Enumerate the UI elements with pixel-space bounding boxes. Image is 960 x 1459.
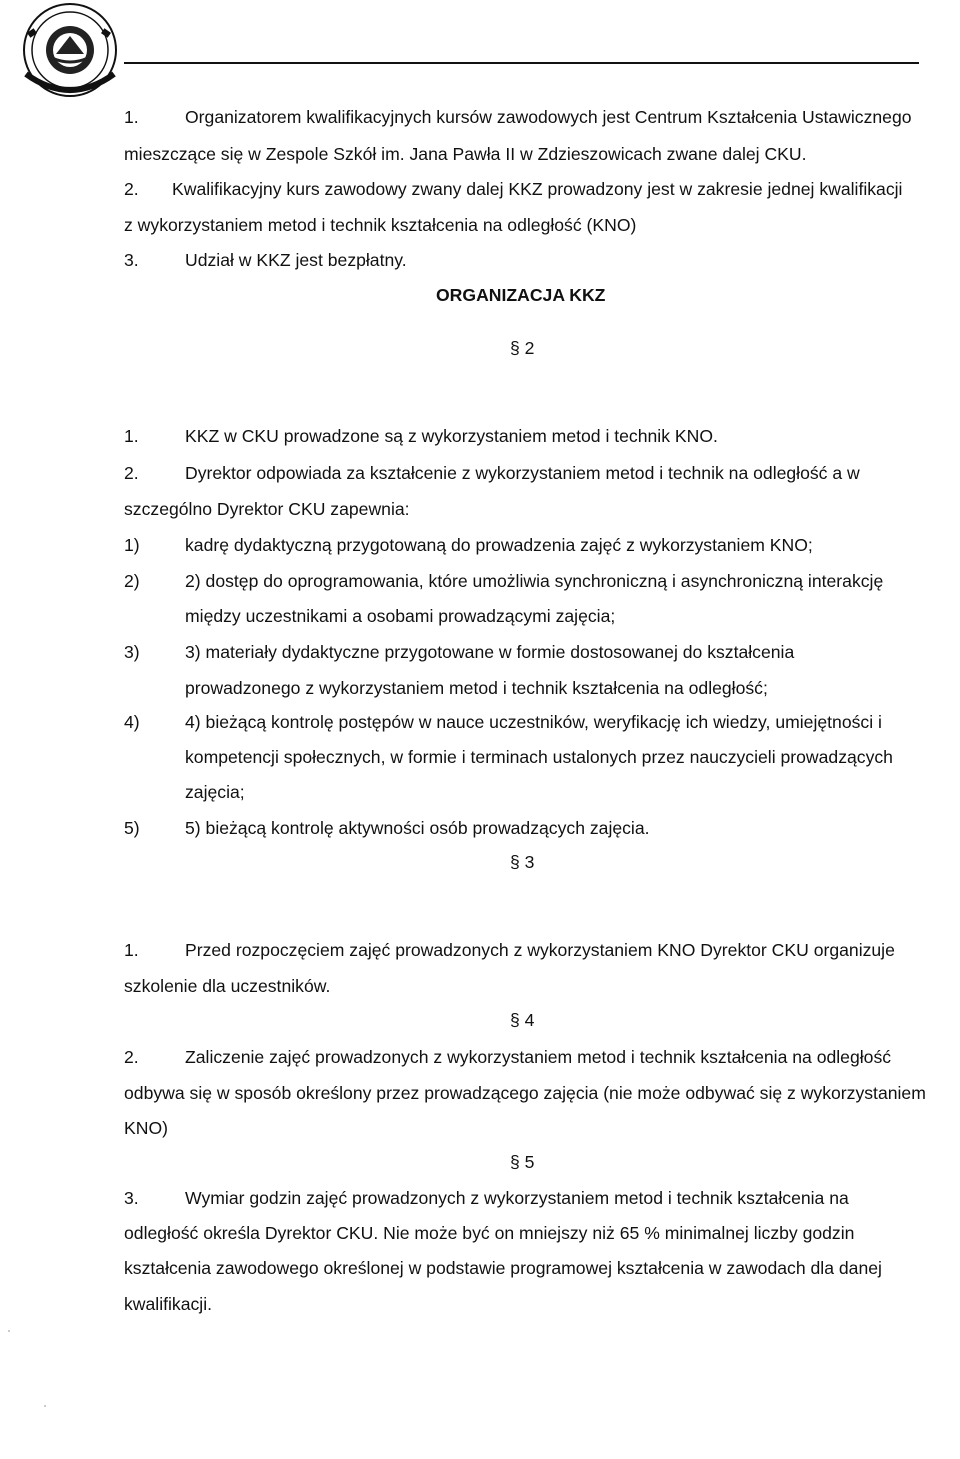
paragraph-2-sign: § 2 (510, 338, 535, 358)
par5-line-2: odległość określa Dyrektor CKU. Nie może być on mniejszy niż 65 % minimalnej liczby godzin (124, 1223, 855, 1243)
intro-item-3-line-1: Udział w KKZ jest bezpłatny. (185, 250, 407, 270)
intro-item-2-number: 2. (124, 179, 139, 199)
subitem-1-number: 1) (124, 535, 140, 555)
par4-line-3: KNO) (124, 1118, 168, 1138)
subitem-4-number: 4) (124, 712, 140, 732)
par2-item-2-number: 2. (124, 463, 139, 483)
par4-number: 2. (124, 1047, 139, 1067)
subitem-4-line-1: 4) bieżącą kontrolę postępów w nauce uczestników, weryfikację ich wiedzy, umiejętności i (185, 712, 882, 732)
subitem-4-line-2: kompetencji społecznych, w formie i terminach ustalonych przez nauczycieli prowadzących (185, 747, 893, 767)
scan-speck (44, 1405, 46, 1407)
intro-item-2-line-2: z wykorzystaniem metod i technik kształcenia na odległość (KNO) (124, 215, 637, 235)
par2-item-2-line-1: Dyrektor odpowiada za kształcenie z wykorzystaniem metod i technik na odległość a w (185, 463, 860, 483)
par5-line-1: Wymiar godzin zajęć prowadzonych z wykorzystaniem metod i technik kształcenia na (185, 1188, 849, 1208)
section-title: ORGANIZACJA KKZ (436, 285, 606, 305)
par2-item-1-number: 1. (124, 426, 139, 446)
paragraph-4-sign: § 4 (510, 1010, 535, 1030)
intro-item-1-number: 1. (124, 107, 139, 127)
school-seal-logo (8, 2, 128, 106)
subitem-3-line-1: 3) materiały dydaktyczne przygotowane w formie dostosowanej do kształcenia (185, 642, 795, 662)
par5-number: 3. (124, 1188, 139, 1208)
par5-line-3: kształcenia zawodowego określonej w podstawie programowej kształcenia w zawodach dla danej (124, 1258, 882, 1278)
intro-item-2-line-1: Kwalifikacyjny kurs zawodowy zwany dalej KKZ prowadzony jest w zakresie jednej kwalifikacji (172, 179, 903, 199)
intro-item-3-number: 3. (124, 250, 139, 270)
subitem-5-number: 5) (124, 818, 140, 838)
subitem-1-line-1: kadrę dydaktyczną przygotowaną do prowadzenia zajęć z wykorzystaniem KNO; (185, 535, 813, 555)
scan-speck (8, 1330, 10, 1332)
subitem-5-line-1: 5) bieżącą kontrolę aktywności osób prowadzących zajęcia. (185, 818, 650, 838)
paragraph-3-sign: § 3 (510, 852, 535, 872)
intro-item-1-line-2: mieszczące się w Zespole Szkół im. Jana Pawła II w Zdzieszowicach zwane dalej CKU. (124, 144, 807, 164)
intro-item-1-line-1: Organizatorem kwalifikacyjnych kursów zawodowych jest Centrum Kształcenia Ustawicznego (185, 107, 912, 127)
subitem-3-line-2: prowadzonego z wykorzystaniem metod i technik kształcenia na odległość; (185, 678, 768, 698)
subitem-2-line-2: między uczestnikami a osobami prowadzącymi zajęcia; (185, 606, 616, 626)
par4-line-1: Zaliczenie zajęć prowadzonych z wykorzystaniem metod i technik kształcenia na odległość (185, 1047, 892, 1067)
subitem-3-number: 3) (124, 642, 140, 662)
par2-item-2-line-2: szczególno Dyrektor CKU zapewnia: (124, 499, 410, 519)
subitem-4-line-3: zajęcia; (185, 782, 245, 802)
par3-number: 1. (124, 940, 139, 960)
paragraph-5-sign: § 5 (510, 1152, 535, 1172)
subitem-2-line-1: 2) dostęp do oprogramowania, które umożliwia synchroniczną i asynchroniczną interakcję (185, 571, 884, 591)
par2-item-1-text: KKZ w CKU prowadzone są z wykorzystaniem metod i technik KNO. (185, 426, 718, 446)
par4-line-2: odbywa się w sposób określony przez prowadzącego zajęcia (nie może odbywać się z wykorzystaniem (124, 1083, 926, 1103)
header-rule (124, 62, 919, 64)
par3-line-2: szkolenie dla uczestników. (124, 976, 331, 996)
subitem-2-number: 2) (124, 571, 140, 591)
par3-line-1: Przed rozpoczęciem zajęć prowadzonych z wykorzystaniem KNO Dyrektor CKU organizuje (185, 940, 895, 960)
par5-line-4: kwalifikacji. (124, 1294, 212, 1314)
